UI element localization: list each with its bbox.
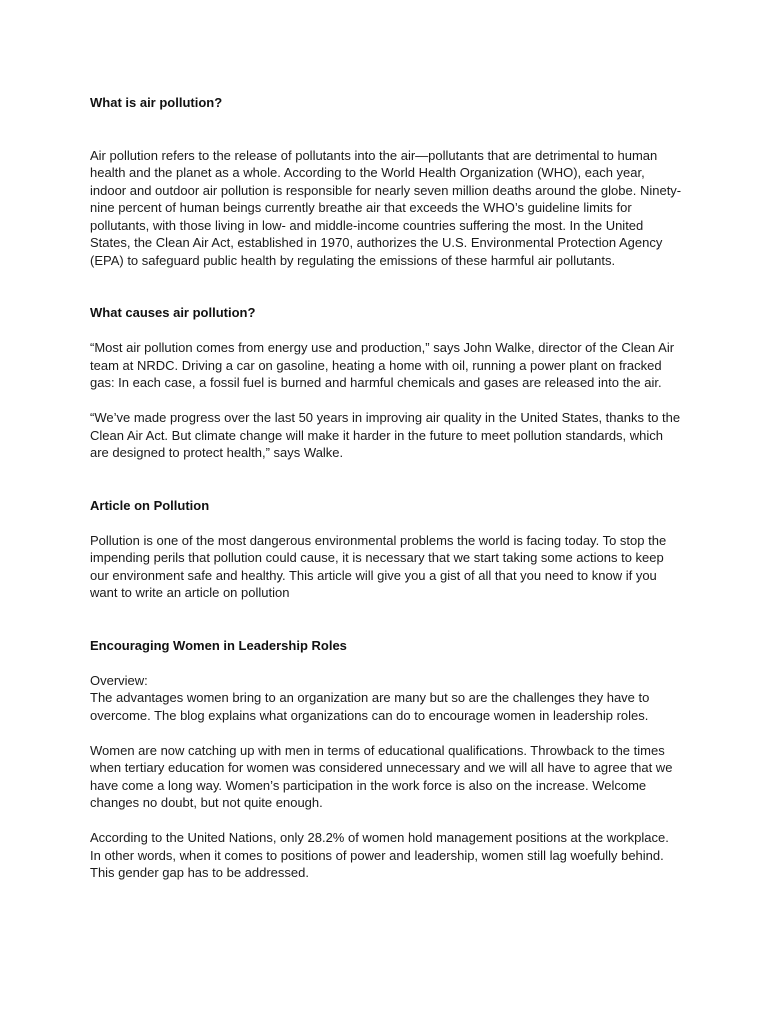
overview-block [90,672,682,725]
paragraph-causes-1: “Most air pollution comes from energy use and production,” says John Walke, director of the Clean Air team at NRDC. Driving a car on gasoline, heating a home with oil, running a power plant on fracked gas: In each case, a fossil fuel is burned and harmful chemicals and gases are released into the air. [90,340,675,390]
document-content [90,94,682,882]
overview-label: Overview: [90,672,148,688]
section-heading-women-leadership: Encouraging Women in Leadership Roles [90,637,347,653]
paragraph-women-education: Women are now catching up with men in terms of educational qualifications. Throwback to the times when tertiary education for women was considered unnecessary and we will all have to agree that we have come a long way. Women’s participation in the work force is also on the increase. Welcome changes no doubt, but not quite enough. [90,742,673,810]
section-heading-causes: What causes air pollution? [90,305,256,320]
paragraph-women-overview: The advantages women bring to an organization are many but so are the challenges they have to overcome. The blog explains what organizations can do to encourage women in leadership roles. [90,690,650,723]
section-heading-article-on-pollution: Article on Pollution [90,497,210,513]
paragraph-air-pollution-definition: Air pollution refers to the release of pollutants into the air—pollutants that are detrimental to human health and the planet as a whole. According to the World Health Organization (WHO), each year, indoor and outdoor air pollution is responsible for nearly seven million deaths around the globe. Ninety-nine percent of human beings currently breathe air that exceeds the WHO’s guideline limits for pollutants, with those living in low- and middle-income countries suffering the most. In the United States, the Clean Air Act, established in 1970, authorizes the U.S. Environmental Protection Agency (EPA) to safeguard public health by regulating the emissions of these harmful air pollutants. [90,147,682,268]
paragraph-article-on-pollution: Pollution is one of the most dangerous environmental problems the world is facing today. To stop the impending perils that pollution could cause, it is necessary that we start taking some actions to keep our environment safe and healthy. This article will give you a gist of all that you need to know if you want to write an article on pollution [90,532,667,600]
paragraph-causes-2: “We’ve made progress over the last 50 years in improving air quality in the United States, thanks to the Clean Air Act. But climate change will make it harder in the future to meet pollution standards, which are designed to protect health,” says Walke. [90,410,681,460]
section-heading-air-pollution: What is air pollution? [90,95,223,110]
paragraph-women-un-statistic: According to the United Nations, only 28.2% of women hold management positions at the workplace. In other words, when it comes to positions of power and leadership, women still lag woefully behind. This gender gap has to be addressed. [90,830,669,880]
